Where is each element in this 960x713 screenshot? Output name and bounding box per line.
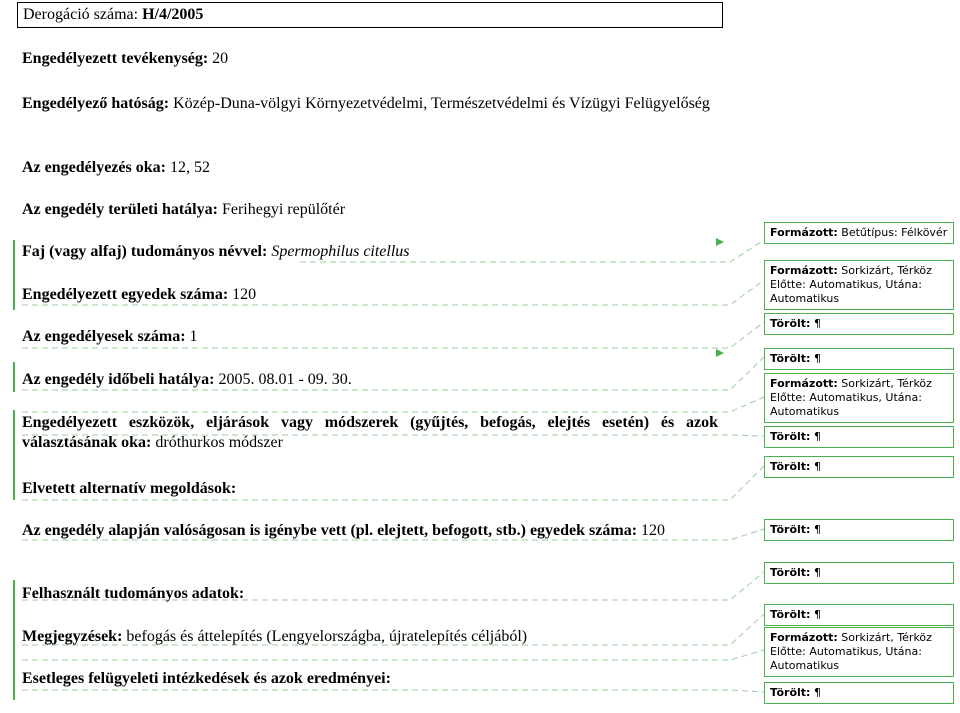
field-value: Spermophilus citellus: [267, 243, 410, 260]
field-label: Elvetett alternatív megoldások:: [22, 480, 237, 497]
field-label: Megjegyzések:: [22, 628, 123, 645]
comment-label: Formázott:: [770, 226, 838, 239]
field-value: 20: [208, 50, 229, 67]
change-bar: [13, 362, 15, 392]
comment-text: ¶: [810, 317, 821, 330]
comment-balloon-deleted[interactable]: [764, 562, 954, 584]
change-bar: [13, 240, 15, 310]
comment-label: Törölt:: [770, 686, 811, 699]
field-label: Az engedély területi hatálya:: [22, 201, 218, 218]
comment-balloon-format[interactable]: [764, 260, 954, 310]
comment-balloon-deleted[interactable]: [764, 519, 954, 541]
comment-label: Törölt:: [770, 566, 811, 579]
comment-label: Formázott:: [770, 377, 838, 390]
comment-label: Törölt:: [770, 608, 811, 621]
field-specimen-count: [22, 285, 718, 305]
comment-balloon-deleted[interactable]: [764, 604, 954, 626]
field-reason: [22, 158, 718, 178]
comment-balloon-deleted[interactable]: [764, 456, 954, 478]
field-value: befogás és áttelepítés (Lengyelországba, újratelepítés céljából): [122, 628, 528, 645]
comment-text: Sorkizárt, Térköz Előtte: Automatikus, Utána: Automatikus: [770, 264, 932, 305]
comment-balloon-deleted[interactable]: [764, 313, 954, 335]
field-value: 12, 52: [165, 159, 210, 176]
field-remarks: [22, 627, 718, 647]
field-label: Az engedély alapján valóságosan is igénybe vett (pl. elejtett, befogott, stb.) egyedek száma:: [22, 522, 638, 539]
comment-balloon-deleted[interactable]: [764, 682, 954, 704]
derogation-header: [17, 2, 723, 28]
comment-balloon-format[interactable]: [764, 627, 954, 677]
comment-label: Törölt:: [770, 460, 811, 473]
field-label: Faj (vagy alfaj) tudományos névvel:: [22, 243, 268, 260]
field-label: Esetleges felügyeleti intézkedések és azok eredményei:: [22, 670, 391, 687]
field-label: Az engedély időbeli hatálya:: [22, 371, 215, 388]
field-value: 120: [228, 286, 257, 303]
comment-text: Sorkizárt, Térköz Előtte: Automatikus, Utána: Automatikus: [770, 631, 932, 672]
comment-text: ¶: [810, 523, 821, 536]
comment-balloon-deleted[interactable]: [764, 348, 954, 370]
change-bar: [13, 410, 15, 500]
comment-text: ¶: [810, 460, 821, 473]
field-label: Engedélyezett egyedek száma:: [22, 286, 229, 303]
field-label: Az engedélyezés oka:: [22, 159, 166, 176]
comment-label: Formázott:: [770, 631, 838, 644]
field-value: 120: [637, 522, 666, 539]
field-value: Ferihegyi repülőtér: [217, 201, 346, 218]
comment-text: ¶: [810, 686, 821, 699]
field-value: 2005. 08.01 - 09. 30.: [214, 371, 352, 388]
field-species: [22, 242, 718, 262]
comment-text: Sorkizárt, Térköz Előtte: Automatikus, Utána: Automatikus: [770, 377, 932, 418]
field-alternatives: [22, 479, 718, 499]
field-label: Engedélyező hatóság:: [22, 95, 170, 112]
field-value: 1: [185, 328, 198, 345]
comment-balloon-format[interactable]: [764, 222, 954, 244]
comment-text: ¶: [810, 566, 821, 579]
field-label: Engedélyezett eszközök, eljárások vagy módszerek (gyűjtés, befogás, elejtés esetén) és azok választásának oka:: [22, 414, 718, 451]
field-authority: [22, 94, 718, 114]
field-licensee-count: [22, 327, 718, 347]
derogation-label: Derogáció száma: [23, 6, 134, 23]
field-time-scope: [22, 370, 718, 390]
comment-balloon-deleted[interactable]: [764, 426, 954, 448]
field-activity: [22, 49, 718, 69]
field-scientific-data: [22, 584, 718, 604]
comment-label: Törölt:: [770, 317, 811, 330]
comment-text: ¶: [810, 352, 821, 365]
field-supervision: [22, 669, 718, 689]
change-bar: [13, 580, 15, 700]
field-value: Közép-Duna-völgyi Környezetvédelmi, Természetvédelmi és Vízügyi Felügyelőség: [169, 95, 710, 112]
field-label: Felhasznált tudományos adatok:: [22, 585, 245, 602]
derogation-sep: :: [133, 6, 143, 23]
comment-label: Törölt:: [770, 523, 811, 536]
derogation-number: H/4/2005: [142, 6, 204, 23]
comment-label: Törölt:: [770, 352, 811, 365]
comment-text: ¶: [810, 430, 821, 443]
comment-balloon-format[interactable]: [764, 373, 954, 423]
comment-label: Formázott:: [770, 264, 838, 277]
field-label: Az engedélyesek száma:: [22, 328, 186, 345]
field-value: dróthurkos módszer: [151, 434, 283, 451]
field-actual-used: [22, 521, 718, 541]
field-label: Engedélyezett tevékenység:: [22, 50, 209, 67]
comment-text: ¶: [810, 608, 821, 621]
comment-label: Törölt:: [770, 430, 811, 443]
field-methods: [22, 413, 718, 453]
field-territory: [22, 200, 718, 220]
comment-text: Betűtípus: Félkövér: [837, 226, 948, 239]
